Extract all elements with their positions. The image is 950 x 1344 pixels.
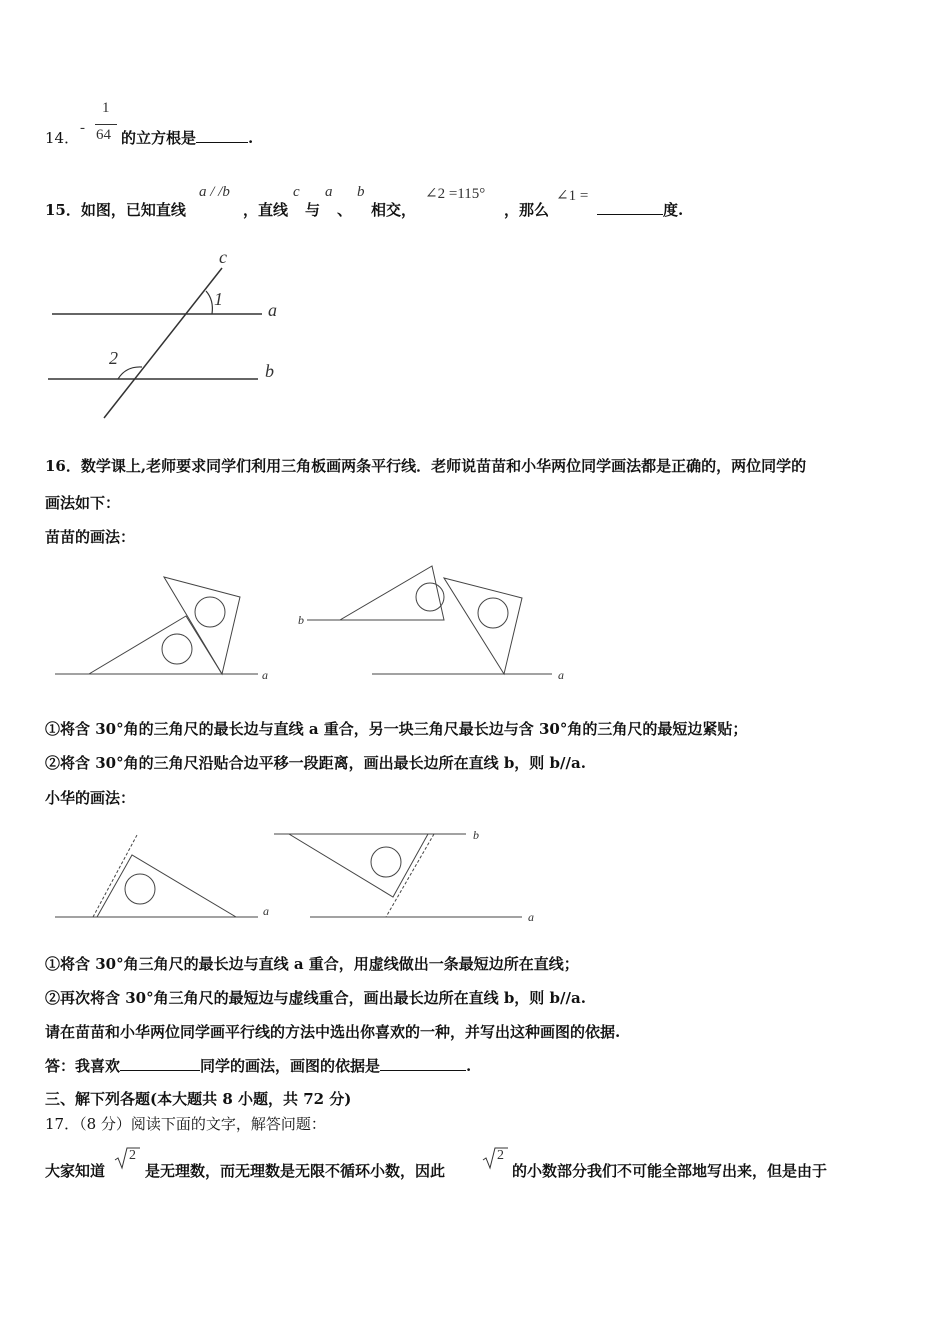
q17-p2: 是无理数，而无理数是无限不循环小数，因此	[145, 1162, 446, 1180]
q15-t5: ，那么	[504, 201, 550, 219]
q17-header: 17．（8 分）阅读下面的文字，解答问题：	[45, 1115, 326, 1133]
q15-cond: a / /b	[199, 184, 230, 200]
fig15-label-c: c	[219, 247, 227, 267]
fig15-label-2: 2	[109, 348, 118, 368]
q15-t2: 与	[305, 201, 321, 219]
fig16b-label-a2: a	[528, 910, 534, 924]
section3-title: 三、解下列各题(本大题共 8 小题，共 72 分)	[45, 1090, 352, 1108]
q15-t1: ，直线	[243, 201, 289, 219]
q17-sqrt-num-2: 2	[497, 1148, 504, 1163]
q16-line1: 16．数学课上,老师要求同学们利用三角板画两条平行线．老师说苗苗和小华两位同学画法都是正确的，两位同学的	[45, 457, 807, 475]
xh-step1: ①将含 30°角三角尺的最长边与直线 a 重合，用虚线做出一条最短边所在直线；	[45, 955, 579, 973]
q14-minus: -	[80, 120, 85, 136]
q14-denominator: 64	[96, 127, 111, 143]
q14-numerator: 1	[102, 100, 110, 116]
xh-step2: ②再次将含 30°角三角尺的最短边与虚线重合，画出最长边所在直线 b，则 b//a.	[45, 989, 586, 1007]
q17-p1: 大家知道	[45, 1162, 106, 1180]
fig16a-label-a1: a	[262, 668, 268, 682]
fig16b-label-a1: a	[263, 904, 269, 918]
mm-step2: ②将含 30°角的三角尺沿贴合边平移一段距离，画出最长边所在直线 b，则 b//a.	[45, 754, 586, 772]
q14-text: 的立方根是 .	[121, 129, 254, 147]
q15-number: 15．如图，已知直线	[45, 201, 186, 219]
fig15-label-b: b	[265, 361, 274, 381]
fig15-label-a: a	[268, 300, 277, 320]
fig15-label-1: 1	[214, 289, 223, 309]
q17-p3: 的小数部分我们不可能全部地写出来，但是由于	[512, 1162, 828, 1180]
q15-angle2: ∠2 =115°	[425, 186, 486, 202]
q15-b: b	[357, 184, 365, 200]
fig16a-label-b: b	[298, 613, 304, 627]
q16-miaomiao-title: 苗苗的画法：	[45, 528, 136, 546]
q16-answer: 答：我喜欢 同学的画法，画图的依据是 .	[45, 1057, 472, 1075]
q14-number: 14．	[45, 129, 80, 147]
q17-sqrt-num-1: 2	[129, 1148, 136, 1163]
q15-t3: 、	[337, 201, 353, 219]
q16-line2: 画法如下：	[45, 494, 121, 512]
q15-c: c	[293, 184, 300, 200]
mm-step1: ①将含 30°角的三角尺的最长边与直线 a 重合，另一块三角尺最长边与含 30°角的三角尺的最短边紧贴；	[45, 720, 748, 738]
q15-t4: 相交，	[371, 201, 417, 219]
q15-tail: 度.	[597, 199, 683, 220]
q16-prompt: 请在苗苗和小华两位同学画平行线的方法中选出你喜欢的一种，并写出这种画图的依据.	[45, 1023, 621, 1041]
fig16a-label-a2: a	[558, 668, 564, 682]
q15-angle1: ∠1 =	[556, 188, 589, 204]
q16-xiaohua-title: 小华的画法：	[45, 789, 136, 807]
fig16b-label-b: b	[473, 828, 479, 842]
q15-a: a	[325, 184, 333, 200]
